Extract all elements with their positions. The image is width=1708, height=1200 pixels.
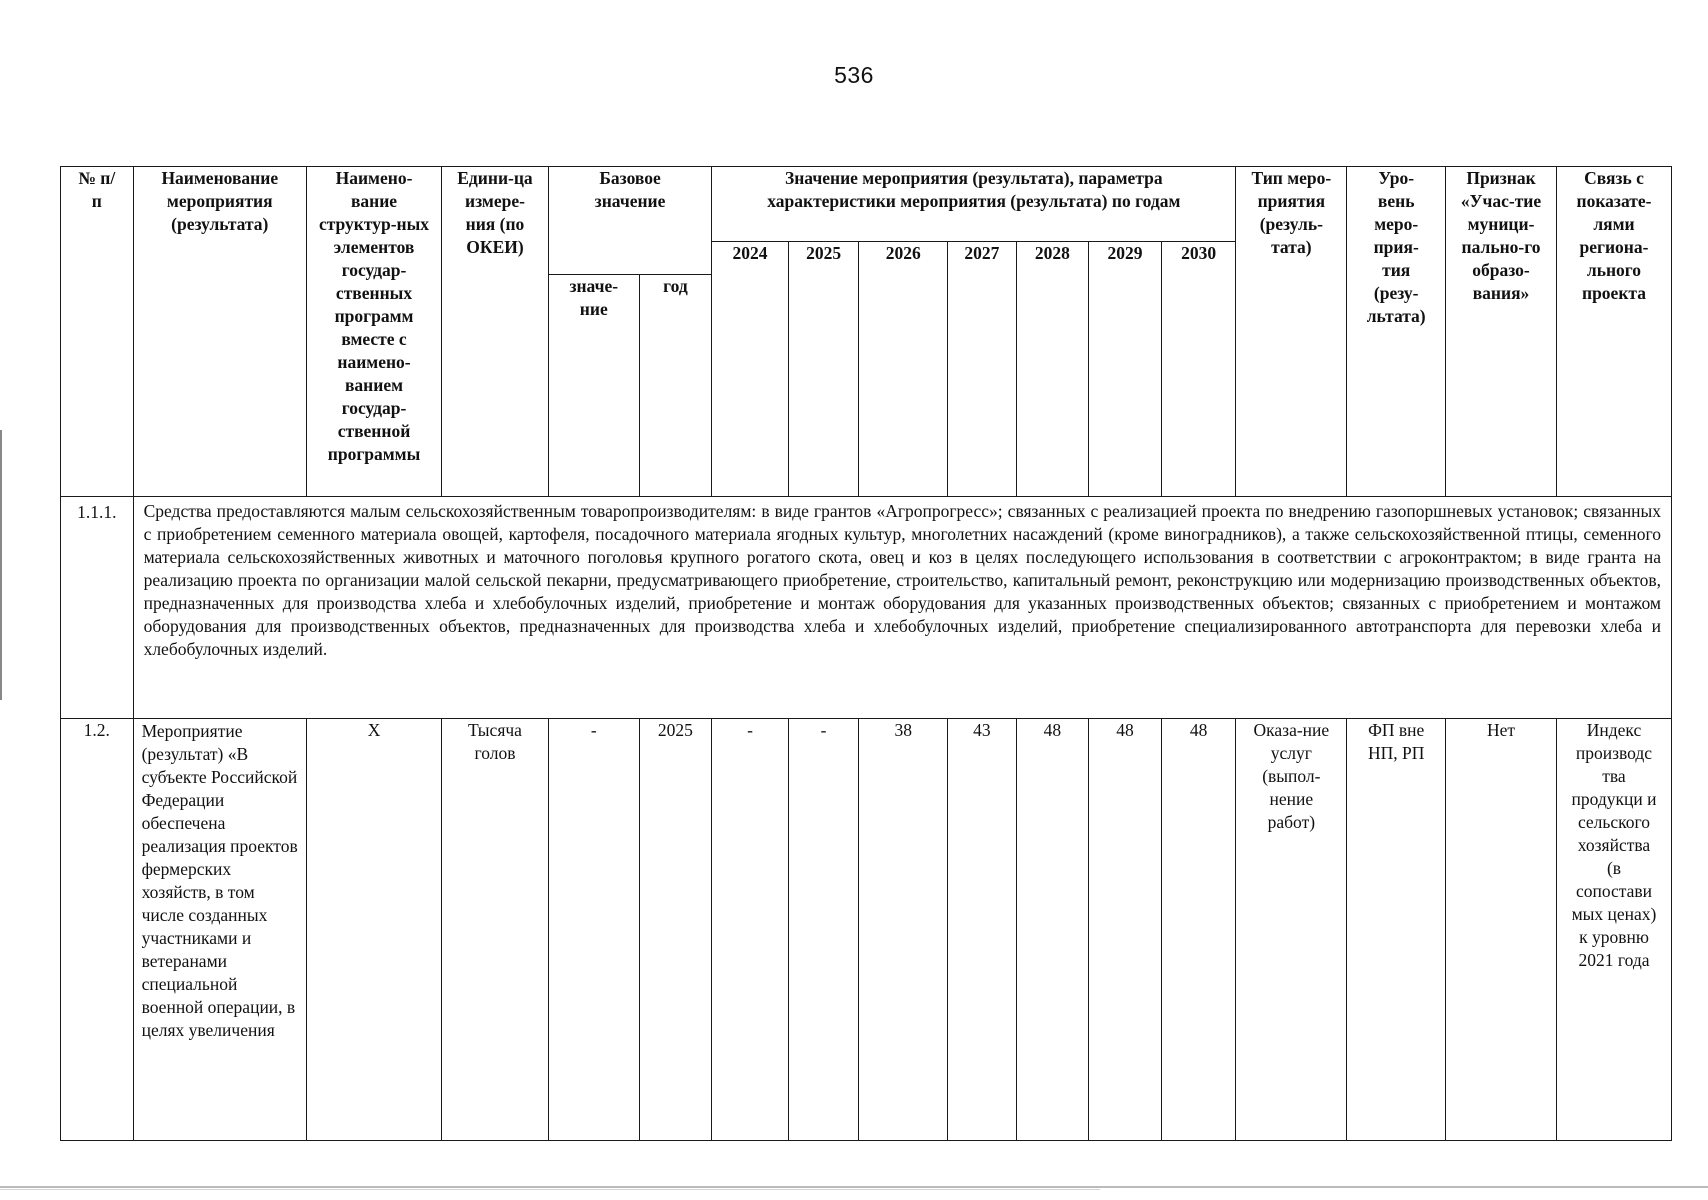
- header-values-by-year: Значение мероприятия (результата), параметра характеристики мероприятия (результата) по годам: [712, 167, 1236, 242]
- header-struct: Наимено-вание структур-ных элементов государ-ственных программ вместе с наимено-ванием государ-ственной программы: [306, 167, 441, 497]
- scan-artifact-line-secondary: [0, 1189, 1100, 1190]
- row-number: 1.1.1.: [61, 497, 134, 719]
- header-link: Связь с показате-лями региона-льного проекта: [1556, 167, 1671, 497]
- municipal-participation: Нет: [1446, 719, 1557, 1141]
- header-level: Уро-вень меро-прия-тия (резу-льтата): [1347, 167, 1446, 497]
- base-value: -: [548, 719, 639, 1141]
- measure-type: Оказа-ние услуг (выпол-нение работ): [1236, 719, 1347, 1141]
- page-number: 536: [834, 62, 874, 88]
- header-type: Тип меро-приятия (резуль-тата): [1236, 167, 1347, 497]
- value-2030: 48: [1161, 719, 1236, 1141]
- header-year-2027: 2027: [948, 242, 1017, 497]
- header-year-2025: 2025: [788, 242, 859, 497]
- header-num: № п/п: [61, 167, 134, 497]
- table-row-1-2: [61, 719, 1672, 1141]
- header-municipal: Признак «Учас-тие муници-пально-го образо-вания»: [1446, 167, 1557, 497]
- header-year-2030: 2030: [1161, 242, 1236, 497]
- row-description: Средства предоставляются малым сельскохозяйственным товаропроизводителям: в виде грантов «Агропрогресс»; связанных с реализацией проекта по внедрению газопоршневых установок; связанных с приобретением семенного материала овощей, картофеля, посадочного материала ягодных культур, многолетних насаждений (кроме виноградников), а также сельскохозяйственной птицы, семенного материала сельскохозяйственных животных и маточного поголовья крупного рогатого скота, овец и коз в целях последующего использования в соответствии с агроконтрактом; в виде гранта на реализацию проекта по организации малой сельской пекарни, предусматривающего приобретение, строительство, капитальный ремонт, реконструкцию или модернизацию производственных объектов, предназначенных для производства хлеба и хлебобулочных изделий, приобретение и монтаж оборудования для указанных производственных объектов; связанных с приобретением и монтажом оборудования для производственных объектов, предназначенных для производства хлеба и хлебобулочных изделий, приобретение специализированного автотранспорта для перевозки хлеба и хлебобулочных изделий.: [133, 497, 1671, 719]
- measure-level: ФП вне НП, РП: [1347, 719, 1446, 1141]
- row-number: 1.2.: [61, 719, 134, 1141]
- header-year-2026: 2026: [859, 242, 948, 497]
- unit-of-measure: Тысяча голов: [442, 719, 549, 1141]
- struct-element: X: [306, 719, 441, 1141]
- header-base-value: значе-ние: [548, 275, 639, 497]
- measures-table: [60, 166, 1672, 1141]
- header-year-2024: 2024: [712, 242, 789, 497]
- header-base: Базовое значение: [548, 167, 711, 275]
- value-2026: 38: [859, 719, 948, 1141]
- value-2025: -: [788, 719, 859, 1141]
- value-2029: 48: [1089, 719, 1162, 1141]
- table-row-1-1-1: [61, 497, 1672, 719]
- header-unit: Едини-ца измере-ния (по ОКЕИ): [442, 167, 549, 497]
- header-name: Наименование мероприятия (результата): [133, 167, 306, 497]
- header-year-2029: 2029: [1089, 242, 1162, 497]
- measure-name: Мероприятие (результат) «В субъекте Российской Федерации обеспечена реализация проектов фермерских хозяйств, в том числе созданных участниками и ветеранами специальной военной операции, в целях увеличения: [133, 719, 306, 1141]
- header-base-year: год: [639, 275, 712, 497]
- regional-project-link: Индекс производс тва продукци и сельского хозяйства (в сопостави мых ценах) к уровню 2021 года: [1556, 719, 1671, 1141]
- value-2024: -: [712, 719, 789, 1141]
- base-year: 2025: [639, 719, 712, 1141]
- scan-artifact-line: [0, 1186, 1708, 1188]
- value-2028: 48: [1016, 719, 1089, 1141]
- scan-edge-mark: [0, 430, 2, 700]
- value-2027: 43: [948, 719, 1017, 1141]
- header-year-2028: 2028: [1016, 242, 1089, 497]
